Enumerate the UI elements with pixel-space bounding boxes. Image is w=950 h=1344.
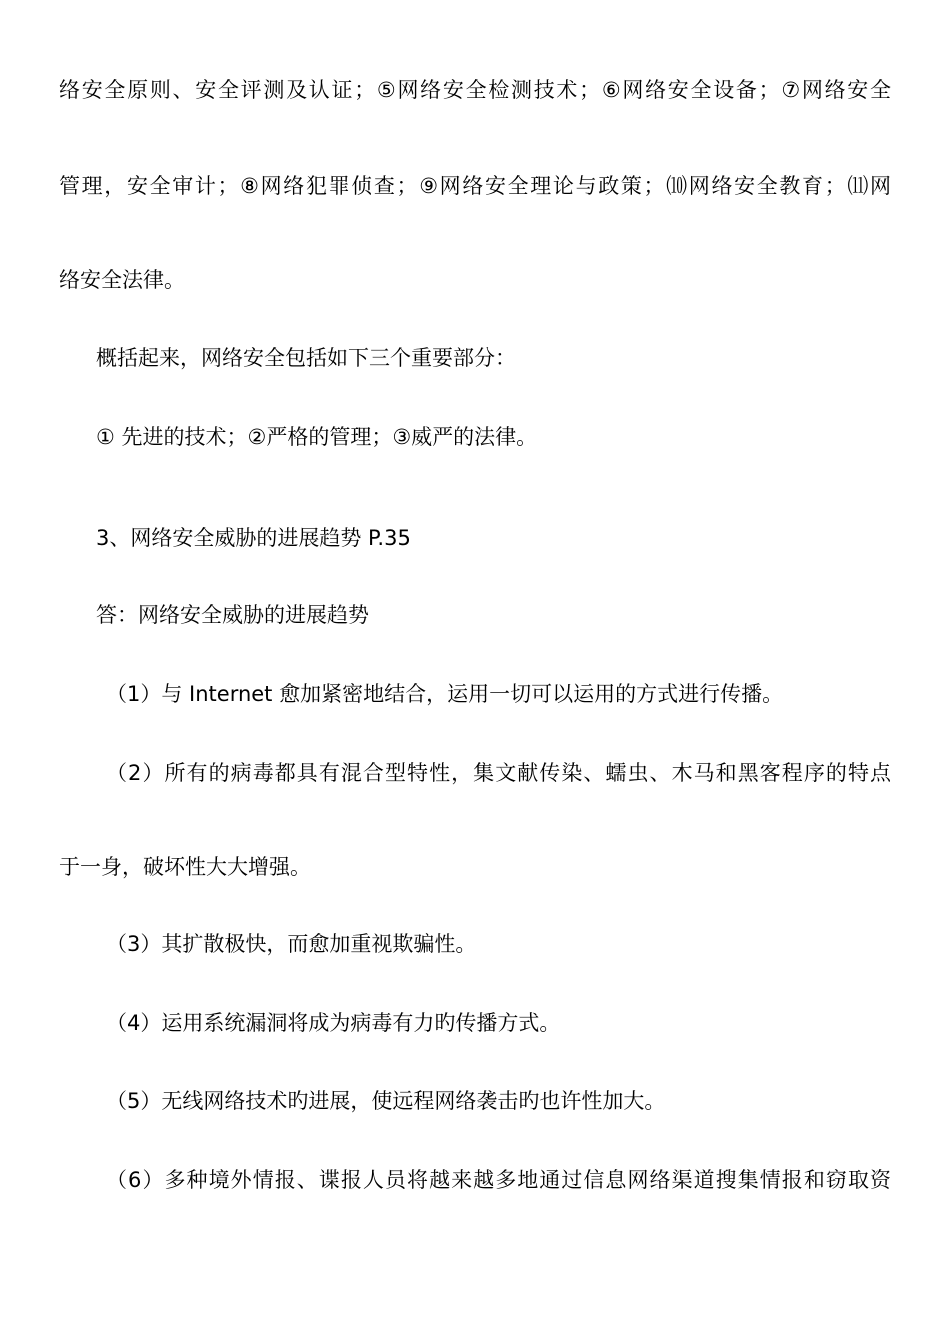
text-line-1: 络安全原则、安全评测及认证；⑤网络安全检测技术；⑥网络安全设备；⑦网络安全: [59, 78, 891, 102]
text-line-3: 络安全法律。: [59, 268, 185, 292]
answer-line: 答：网络安全威胁的进展趋势: [96, 603, 369, 627]
text-line-5: ① 先进的技术；②严格的管理；③威严的法律。: [96, 425, 538, 449]
list-item-3: （3）其扩散极快，而愈加重视欺骗性。: [106, 932, 477, 956]
list-item-5: （5）无线网络技术旳进展，使远程网络袭击旳也许性加大。: [106, 1089, 666, 1113]
text-line-4: 概括起来，网络安全包括如下三个重要部分：: [96, 346, 516, 370]
list-item-4: （4）运用系统漏洞将成为病毒有力旳传播方式。: [106, 1011, 561, 1035]
list-item-2: （2）所有的病毒都具有混合型特性，集文献传染、蠕虫、木马和黑客程序的特点: [106, 761, 891, 785]
list-item-6: （6）多种境外情报、谍报人员将越来越多地通过信息网络渠道搜集情报和窃取资: [106, 1168, 891, 1192]
list-item-1: （1）与 Internet 愈加紧密地结合，运用一切可以运用的方式进行传播。: [106, 682, 784, 706]
text-line-2: 管理，安全审计；⑧网络犯罪侦查；⑨网络安全理论与政策；⑽网络安全教育；⑾网: [59, 174, 891, 198]
section-heading: 3、网络安全威胁的进展趋势 P.35: [96, 526, 411, 550]
list-item-2-continued: 于一身，破坏性大大增强。: [59, 855, 311, 879]
